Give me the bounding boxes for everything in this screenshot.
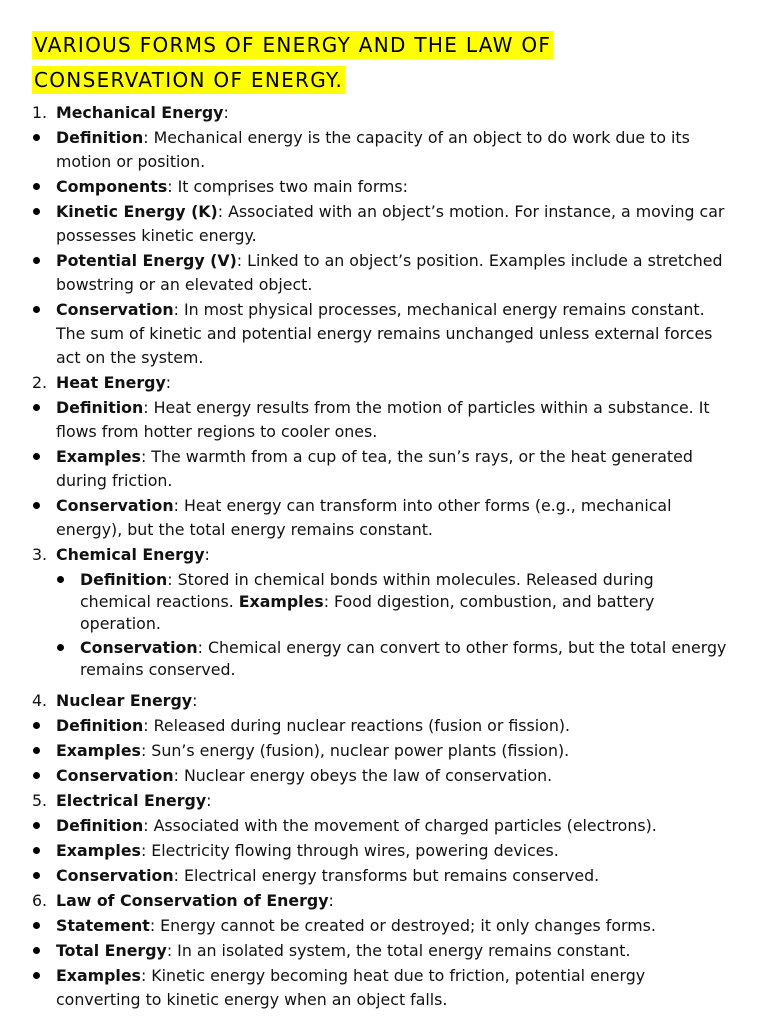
item-text: : In an isolated system, the total energy remains constant. — [166, 941, 631, 960]
section-title: Law of Conservation of Energy — [56, 891, 329, 910]
item-text: : It comprises two main forms: — [167, 177, 408, 196]
bullet-icon — [57, 644, 64, 651]
list-item — [32, 126, 728, 174]
section-number: 5. — [32, 791, 48, 810]
item-text: : Nuclear energy obeys the law of conservation. — [173, 766, 553, 785]
item-term: Examples — [56, 841, 141, 860]
bullet-icon — [33, 502, 40, 509]
document-title — [32, 28, 728, 98]
section-number: 4. — [32, 691, 48, 710]
section-number: 6. — [32, 891, 48, 910]
bullet-icon — [33, 257, 40, 264]
item-term: Conservation — [56, 300, 174, 319]
list-item — [32, 249, 728, 297]
section-heading: 1. Mechanical Energy: — [32, 101, 728, 125]
list-item — [32, 764, 728, 788]
item-text: : Released during nuclear reactions (fusion or fission). — [143, 716, 571, 735]
item-term: Components — [56, 177, 168, 196]
item-text: : Associated with the movement of charged particles (electrons). — [143, 816, 657, 835]
item-term: Definition — [56, 816, 144, 835]
item-text: : Mechanical energy is the capacity of an object to do work due to its motion or position. — [56, 128, 690, 171]
bullet-icon — [33, 847, 40, 854]
title-line-1: VARIOUS FORMS OF ENERGY AND THE LAW OF — [34, 33, 552, 57]
item-term: Examples — [56, 741, 141, 760]
item-term: Examples — [56, 447, 141, 466]
list-item — [32, 200, 728, 248]
section-number: 1. — [32, 103, 48, 122]
sub-list — [32, 569, 728, 681]
item-term-inline: Examples — [238, 592, 324, 611]
list-item — [32, 714, 728, 738]
section-heading: 3. Chemical Energy: — [32, 543, 728, 567]
section-number: 2. — [32, 373, 48, 392]
bullet-icon — [33, 747, 40, 754]
list-item — [32, 864, 728, 888]
list-item — [32, 445, 728, 493]
item-text: : Heat energy results from the motion of particles within a substance. It flows from hotter regions to cooler ones. — [56, 398, 710, 441]
bullet-icon — [33, 872, 40, 879]
list-item — [32, 839, 728, 863]
bullet-icon — [33, 306, 40, 313]
bullet-icon — [33, 134, 40, 141]
section-heading: 6. Law of Conservation of Energy: — [32, 889, 728, 913]
item-term: Conservation — [56, 866, 174, 885]
item-term: Definition — [56, 128, 144, 147]
item-text: : Heat energy can transform into other forms (e.g., mechanical energy), but the total energy remains constant. — [56, 496, 672, 539]
list-item — [32, 939, 728, 963]
section-title: Electrical Energy — [56, 791, 207, 810]
list-item — [32, 739, 728, 763]
list-item — [32, 964, 728, 1012]
item-text: : Linked to an object’s position. Examples include a stretched bowstring or an elevated object. — [56, 251, 723, 294]
section-title: Nuclear Energy — [56, 691, 193, 710]
item-text-inline: : Food digestion, combustion, and battery operation. — [80, 592, 655, 633]
item-term: Definition — [56, 398, 144, 417]
title-line-2: CONSERVATION OF ENERGY. — [34, 68, 344, 92]
item-term: Conservation — [56, 766, 174, 785]
item-text: : Associated with an object’s motion. For instance, a moving car possesses kinetic energy. — [56, 202, 725, 245]
item-term: Total Energy — [56, 941, 167, 960]
list-item — [32, 175, 728, 199]
list-item — [32, 914, 728, 938]
item-text: : Energy cannot be created or destroyed; it only changes forms. — [149, 916, 656, 935]
section-title: Heat Energy — [56, 373, 166, 392]
bullet-icon — [33, 453, 40, 460]
section-title: Mechanical Energy — [56, 103, 224, 122]
item-text: : Electrical energy transforms but remains conserved. — [173, 866, 600, 885]
section-heading: 4. Nuclear Energy: — [32, 689, 728, 713]
item-text: : Chemical energy can convert to other forms, but the total energy remains conserved. — [80, 638, 727, 679]
item-term: Definition — [56, 716, 144, 735]
item-term: Conservation — [56, 496, 174, 515]
list-item — [32, 569, 728, 635]
bullet-icon — [33, 947, 40, 954]
list-item — [32, 298, 728, 370]
item-term: Definition — [80, 570, 168, 589]
list-item — [32, 814, 728, 838]
item-text: : Electricity flowing through wires, powering devices. — [140, 841, 559, 860]
item-text: : In most physical processes, mechanical energy remains constant. The sum of kinetic and potential energy remains unchanged unless external forces act on the system. — [56, 300, 713, 367]
bullet-icon — [57, 576, 64, 583]
item-text: : Stored in chemical bonds within molecules. Released during chemical reactions. — [80, 570, 654, 611]
item-text: : The warmth from a cup of tea, the sun’s rays, or the heat generated during friction. — [56, 447, 693, 490]
item-term: Conservation — [80, 638, 198, 657]
bullet-icon — [33, 922, 40, 929]
section-number: 3. — [32, 545, 48, 564]
bullet-icon — [33, 972, 40, 979]
bullet-icon — [33, 208, 40, 215]
bullet-icon — [33, 183, 40, 190]
bullet-icon — [33, 772, 40, 779]
item-term: Kinetic Energy (K) — [56, 202, 218, 221]
list-item — [32, 494, 728, 542]
item-text: : Sun’s energy (fusion), nuclear power plants (fission). — [140, 741, 570, 760]
item-text: : Kinetic energy becoming heat due to friction, potential energy converting to kinetic energy when an object falls. — [56, 966, 646, 1009]
list-item — [32, 637, 728, 681]
list-item — [32, 396, 728, 444]
bullet-icon — [33, 404, 40, 411]
section-heading: 5. Electrical Energy: — [32, 789, 728, 813]
item-term: Statement — [56, 916, 150, 935]
item-term: Examples — [56, 966, 141, 985]
section-title: Chemical Energy — [56, 545, 205, 564]
item-term: Potential Energy (V) — [56, 251, 237, 270]
bullet-icon — [33, 722, 40, 729]
bullet-icon — [33, 822, 40, 829]
section-heading: 2. Heat Energy: — [32, 371, 728, 395]
